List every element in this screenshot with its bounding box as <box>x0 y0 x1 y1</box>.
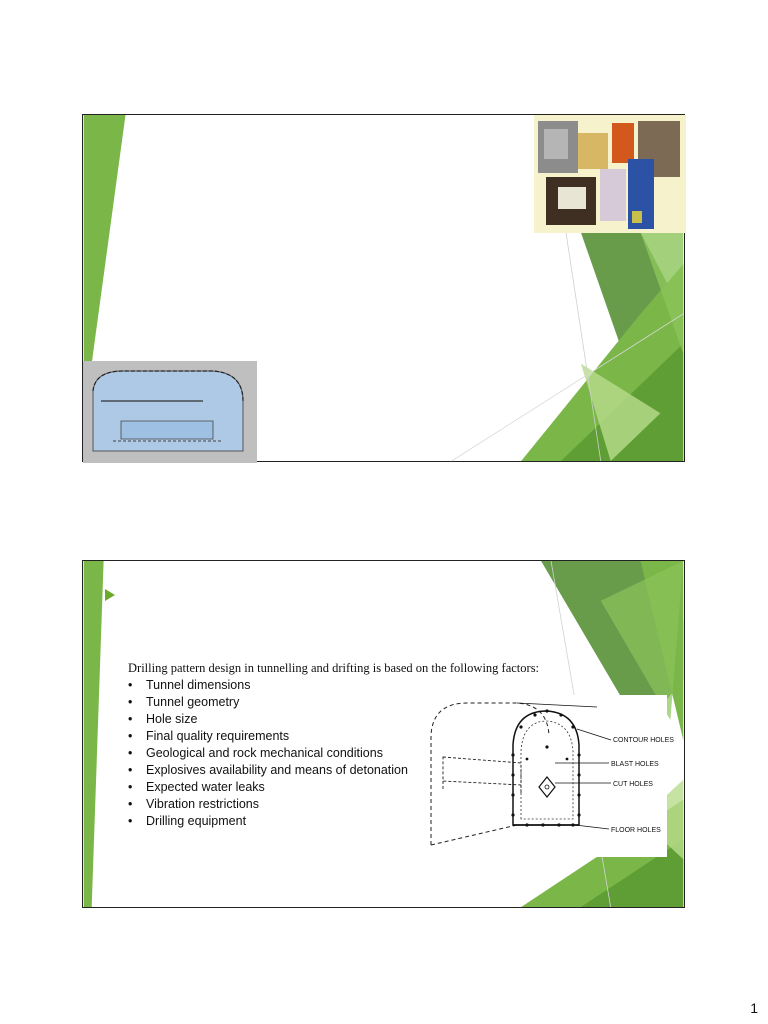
page-number: 1 <box>750 1000 758 1016</box>
list-item: • Drilling equipment <box>128 814 247 828</box>
list-item: • Expected water leaks <box>128 780 265 794</box>
list-item: • Vibration restrictions <box>128 797 260 811</box>
factors-list <box>128 677 408 830</box>
blast-holes-label: BLAST HOLES <box>611 761 659 768</box>
list-item: • Final quality requirements <box>128 729 290 743</box>
list-item: • Geological and rock mechanical conditions <box>128 746 383 760</box>
factors-intro-text: Drilling pattern design in tunnelling and drifting is based on the following factors: <box>128 661 540 675</box>
contour-holes-label: CONTOUR HOLES <box>613 737 674 744</box>
cut-holes-label: CUT HOLES <box>613 781 653 788</box>
floor-holes-label: FLOOR HOLES <box>611 827 661 834</box>
list-item: • Tunnel dimensions <box>128 678 251 692</box>
tunnel-model-image <box>83 361 257 463</box>
drilling-pattern-diagram <box>417 695 674 857</box>
slide-2 <box>82 560 685 908</box>
list-item: • Tunnel geometry <box>128 695 240 709</box>
slide-1 <box>82 114 685 462</box>
equipment-photo-collage <box>534 115 686 233</box>
list-item: • Explosives availability and means of detonation <box>128 763 408 777</box>
title-bullet-arrow-icon <box>105 589 115 601</box>
list-item: • Hole size <box>128 712 198 726</box>
